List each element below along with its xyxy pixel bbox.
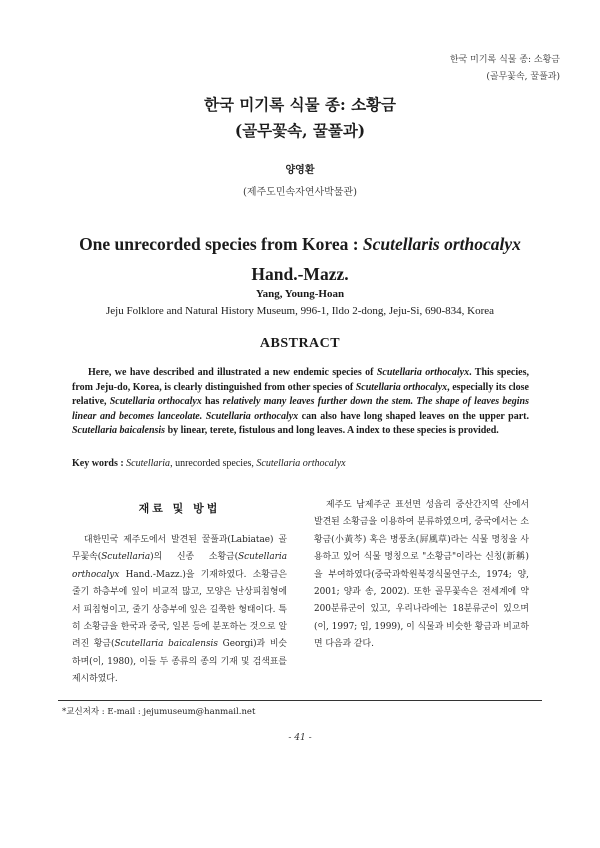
abstract-text-2: . This species, from Jeju-do, Korea, is clearly distinguished from other species of [72,367,529,393]
footnote-rule [58,700,542,701]
left-species-1: Scutellaria orthocalyx [72,552,287,580]
section-heading: 재료 및 방법 [138,502,221,515]
english-title [0,229,600,289]
english-affiliation: Jeju Folklore and Natural History Museum, 996-1, Ildo 2-dong, Jeju-Si, 690-834, Korea [106,305,494,317]
abstract-heading: ABSTRACT [259,336,341,351]
korean-title-line1: 한국 미기록 식물 종: 소황금 [203,95,396,114]
abstract-text-5: can also have long shaped leaves on the upper part. [298,410,529,422]
abstract-text-6: by linear, terete, fistulous and long leaves. A index to these species is provided. [165,425,499,437]
running-head [450,52,560,86]
left-text-4: Georgi)과 비슷하며(이, 1980), 이들 두 종류의 종의 기재 및 검색표를 제시하였다. [72,639,287,685]
left-text-2: )의 신종 소황금( [150,552,239,563]
running-head-line1: 한국 미기록 식물 종: 소황금 [449,55,560,65]
english-title-text: One unrecorded species from Korea : [79,234,363,254]
abstract-italic-4: relatively many leaves further down the stem. The shape of leaves begins linear and becomes lanceolate. Scutellaria orthocalyx [72,396,529,422]
footnote: *교신저자 : E-mail : jejumuseum@hanmail.net [62,707,256,717]
left-paragraph [72,532,287,689]
english-title-line1 [0,229,600,259]
keyword-text: , unrecorded species, [170,458,257,469]
left-column [72,497,287,689]
abstract-text-1: Here, we have described and illustrated a new endemic species of [88,367,377,378]
running-head-line2: (골무꽃속, 꿀풀과) [486,72,560,82]
korean-title [0,92,600,144]
korean-author: 양영환 [285,165,315,176]
korean-title-line2: (골무꽃속, 꿀풀과) [234,121,366,140]
english-author: Yang, Young-Hoan [255,288,345,300]
keyword-genus: Scutellaria [126,458,171,469]
abstract-text-4: has [201,396,223,408]
left-text-1: 대한민국 제주도에서 발견된 꿀풀과(Labiatae) 골무꽃속( [72,535,287,563]
page-number: - 41 - [288,733,312,743]
right-paragraph: 제주도 남제주군 표선면 성읍리 중산간지역 산에서 발견된 소황금을 이용하여 분류하였으며, 중국에서는 소황금(小黃芩) 혹은 병풍초(屛風草)라는 식물 명칭을 사용하고 있어 식물 명칭으로 "소황금"이라는 신칭(新稱)을 부여하였다(중국과학원북경식물연구소, 1974; 양, 2001; 양과 송, 2002). 또한 골무꽃속은 전세계에 약 200분류군이 있고, 우리나라에는 18분류군이 있으며(이, 1997; 임, 1999), 이 식물과 비슷한 황금과 비교하면 다음과 같다. [314,500,529,650]
abstract-species-2: Scutellaria orthocalyx [355,381,448,393]
keywords [72,458,529,469]
english-title-species: Scutellaris orthocalyx [362,234,521,254]
right-column [314,497,529,654]
abstract-species-1: Scutellaria orthocalyx [376,367,470,378]
left-species-2: Scutellaria baicalensis [114,639,218,650]
left-text-3: Hand.-Mazz.)을 기재하였다. 소황금은 줄기 하층부에 잎이 비교적 많고, 모양은 난상피침형에서 피침형이고, 줄기 상층부에 잎은 길쭉한 형태이다. 특히 소황금을 한국과 중국, 일본 등에 분포하는 것으로 알려진 황금( [72,569,287,650]
left-genus: Scutellaria [101,552,151,563]
abstract-text-3: , especially its close relative, [72,381,529,408]
english-title-line2: Hand.-Mazz. [251,264,349,284]
abstract-body [72,366,529,439]
keyword-species: Scutellaria orthocalyx [256,458,346,469]
abstract-species-5: Scutellaria baicalensis [72,425,166,437]
keywords-label: Key words : [72,458,127,469]
abstract-species-3: Scutellaria orthocalyx [109,396,202,408]
korean-affiliation: (제주도민속자연사박물관) [242,187,358,198]
